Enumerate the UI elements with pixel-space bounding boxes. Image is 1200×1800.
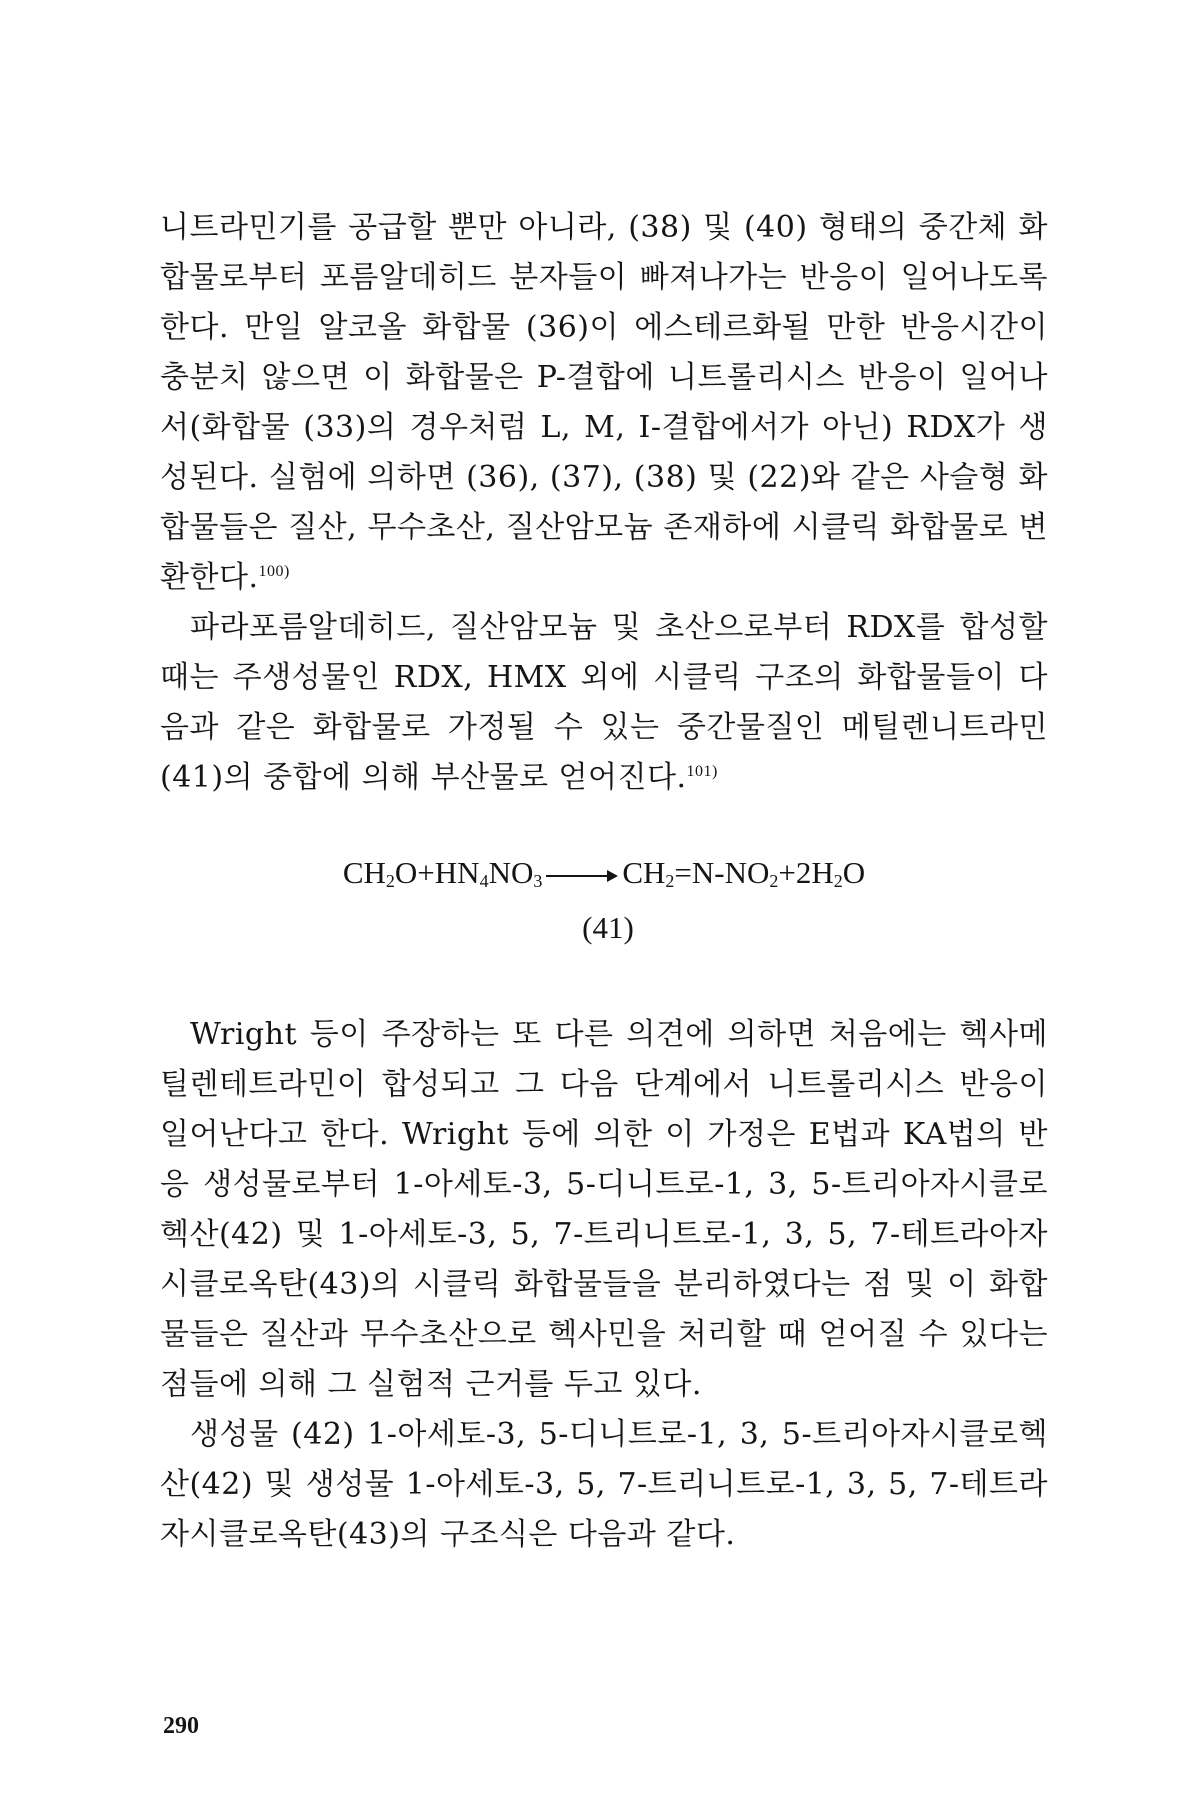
- eq-subscript: 2: [665, 871, 675, 891]
- eq-subscript: 2: [769, 871, 779, 891]
- eq-product-2: 2H: [795, 855, 834, 890]
- eq-subscript: 3: [533, 871, 543, 891]
- eq-subscript: 2: [385, 871, 395, 891]
- paragraph-3: Wright 등이 주장하는 또 다른 의견에 의하면 처음에는 헥사메틸렌테트라민이 합성되고 그 다음 단계에서 니트롤리시스 반응이 일어난다고 한다. Wright 등에 의한 이 가정은 E법과 KA법의 반응 생성물로부터 1-아세토-3, 5-디니트로-1, 3, 5-트리아자시클로헥산(42) 및 1-아세토-3, 5, 7-트리니트로-1, 3, 5, 7-테트라아자시클로옥탄(43)의 시클릭 화합물들을 분리하였다는 점 및 이 화합물들은 질산과 무수초산으로 헥사민을 처리할 때 얻어질 수 있다는 점들에 의해 그 실험적 근거를 두고 있다.: [160, 1017, 1048, 1402]
- reference-100: 100): [258, 563, 290, 580]
- eq-product-1: CH: [622, 855, 666, 890]
- text-block-top: [160, 203, 1048, 803]
- eq-reactant-1: CH: [342, 855, 386, 890]
- reference-101: 101): [686, 763, 718, 780]
- page-number: 290: [163, 1713, 199, 1739]
- chemical-equation: [160, 855, 1048, 891]
- paragraph-4: 생성물 (42) 1-아세토-3, 5-디니트로-1, 3, 5-트리아자시클로헥산(42) 및 생성물 1-아세토-3, 5, 7-트리니트로-1, 3, 5, 7-테트라자시클로옥탄(43)의 구조식은 다음과 같다.: [160, 1417, 1048, 1552]
- eq-product-2-tail: O: [842, 855, 866, 890]
- eq-reactant-2-mid: NO: [488, 855, 534, 890]
- paragraph-1: [160, 203, 1048, 603]
- eq-plus: +: [778, 855, 796, 890]
- paragraph-2-text: 파라포름알데히드, 질산암모늄 및 초산으로부터 RDX를 합성할 때는 주생성물인 RDX, HMX 외에 시클릭 구조의 화합물들이 다음과 같은 화합물로 가정될 수 있는 중간물질인 메틸렌니트라민 (41)의 중합에 의해 부산물로 얻어진다.: [160, 610, 1048, 795]
- eq-reactant-1-tail: O: [394, 855, 418, 890]
- eq-subscript: 2: [833, 871, 843, 891]
- eq-reactant-2: HN: [434, 855, 480, 890]
- eq-subscript: 4: [479, 871, 489, 891]
- eq-product-1-mid: =N-NO: [674, 855, 770, 890]
- eq-plus: +: [417, 855, 435, 890]
- text-block-bottom: [160, 1010, 1048, 1560]
- reaction-arrow-icon: [546, 875, 616, 877]
- paragraph-1-text: 니트라민기를 공급할 뿐만 아니라, (38) 및 (40) 형태의 중간체 화합물로부터 포름알데히드 분자들이 빠져나가는 반응이 일어나도록 한다. 만일 알코올 화합물 (36)이 에스테르화될 만한 반응시간이 충분치 않으면 이 화합물은 P-결합에 니트롤리시스 반응이 일어나서(화합물 (33)의 경우처럼 L, M, I-결합에서가 아닌) RDX가 생성된다. 실험에 의하면 (36), (37), (38) 및 (22)와 같은 사슬형 화합물들은 질산, 무수초산, 질산암모늄 존재하에 시클릭 화합물로 변환한다.: [160, 210, 1048, 595]
- equation-label: (41): [582, 910, 634, 945]
- paragraph-2: [160, 603, 1048, 803]
